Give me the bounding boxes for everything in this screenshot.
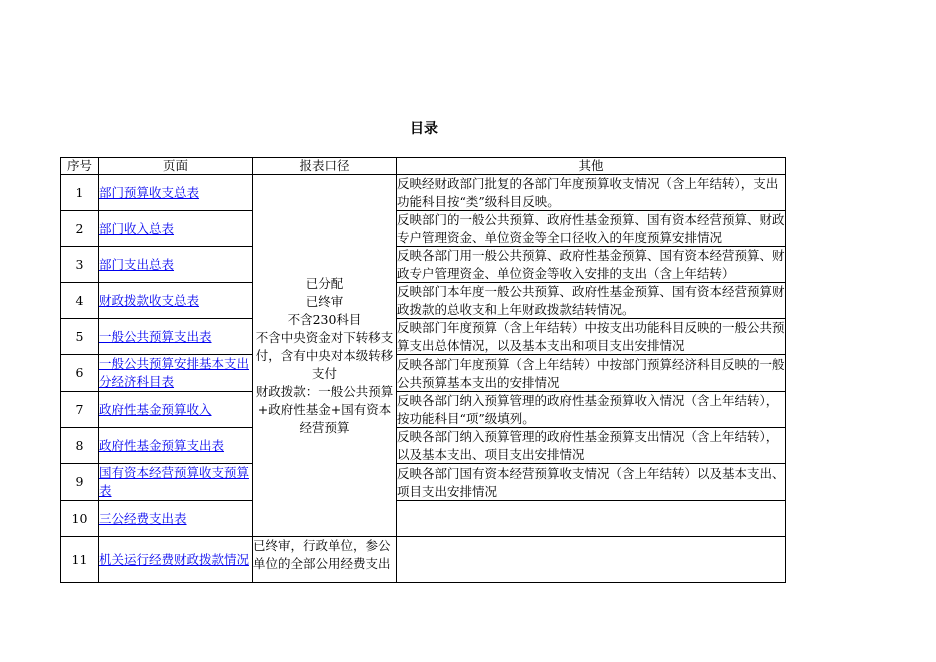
row-number: 11 [61,537,99,583]
row-other-cell [397,501,786,537]
scope-row11-text: 已终审，行政单位，参公单位的全部公用经费支出 [253,538,391,571]
table-row [61,175,786,211]
page-link[interactable]: 机关运行经费财政拨款情况 [99,551,250,567]
table-row [61,537,786,583]
row-number: 2 [61,211,99,247]
row-other-cell [397,247,786,283]
row-page-cell [99,464,253,501]
row-page-cell [99,537,253,583]
header-no: 序号 [61,158,99,175]
row-description: 反映各部门用一般公共预算、政府性基金预算、国有资本经营预算、财政专户管理资金、单位资金等收入安排的支出（含上年结转） [397,248,785,281]
row-description: 反映各部门纳入预算管理的政府性基金预算支出情况（含上年结转），以及基本支出、项目支出安排情况 [397,429,779,462]
page-link[interactable]: 部门支出总表 [99,256,175,272]
scope-line: 不含中央资金对下转移支付，含有中央对本级转移支付 [255,329,394,381]
row-other-cell [397,537,786,583]
row-description: 反映部门年度预算（含上年结转）中按支出功能科目反映的一般公共预算支出总体情况，以及基本支出和项目支出安排情况 [397,320,785,353]
table-row [61,428,786,464]
table-row [61,392,786,428]
page-link[interactable]: 政府性基金预算收入 [99,401,212,417]
table-row [61,247,786,283]
row-other-cell [397,428,786,464]
scope-line: 不含230科目 [287,311,362,327]
row-number: 1 [61,175,99,211]
page-link[interactable]: 财政拨款收支总表 [99,292,200,308]
row-number: 9 [61,464,99,501]
page-title: 目录 [410,121,438,137]
row-other-cell [397,392,786,428]
table-row [61,211,786,247]
scope-line: 已终审 [305,293,344,309]
row-description: 反映各部门年度预算（含上年结转）中按部门预算经济科目反映的一般公共预算基本支出的安排情况 [397,356,785,390]
toc-table [60,157,786,583]
row-page-cell [99,211,253,247]
page-link[interactable]: 部门预算收支总表 [99,184,200,200]
row-number: 10 [61,501,99,537]
row-description [397,542,785,577]
table-row [61,319,786,355]
row-page-cell [99,175,253,211]
page-link[interactable]: 三公经费支出表 [99,510,187,526]
table-row [61,501,786,537]
table-row [61,355,786,392]
scope-line: 财政拨款：一般公共预算+政府性基金+国有资本经营预算 [255,383,394,435]
row-number: 3 [61,247,99,283]
row-other-cell [397,319,786,355]
row-page-cell [99,247,253,283]
row-page-cell [99,319,253,355]
header-page: 页面 [99,158,253,175]
row-other-cell [397,175,786,211]
row-number: 8 [61,428,99,464]
page-link[interactable]: 政府性基金预算支出表 [99,437,225,453]
row-number: 7 [61,392,99,428]
row-other-cell [397,464,786,501]
row-page-cell [99,428,253,464]
row-description: 反映经财政部门批复的各部门年度预算收支情况（含上年结转），支出功能科目按“类”级科目反映。 [397,176,779,209]
page-link[interactable]: 部门收入总表 [99,220,175,236]
row-description [397,501,785,536]
table-row [61,464,786,501]
row-description: 反映部门的一般公共预算、政府性基金预算、国有资本经营预算、财政专户管理资金、单位资金等全口径收入的年度预算安排情况 [397,212,785,245]
row-description: 反映部门本年度一般公共预算、政府性基金预算、国有资本经营预算财政拨款的总收支和上年财政拨款结转情况。 [397,284,785,317]
header-scope: 报表口径 [253,158,397,175]
header-other: 其他 [397,158,786,175]
row-other-cell [397,211,786,247]
row-other-cell [397,283,786,319]
row-page-cell [99,355,253,392]
scope-main-cell [253,175,397,537]
row-description: 反映各部门国有资本经营预算收支情况（含上年结转）以及基本支出、项目支出安排情况 [397,465,785,499]
page-link[interactable]: 国有资本经营预算收支预算表 [99,465,250,498]
row-page-cell [99,501,253,537]
row-number: 6 [61,355,99,392]
row-number: 5 [61,319,99,355]
row-description: 反映各部门纳入预算管理的政府性基金预算收入情况（含上年结转），按功能科目“项”级填列。 [397,393,779,426]
row-page-cell [99,392,253,428]
page-link[interactable]: 一般公共预算支出表 [99,328,212,344]
scope-row11-cell [253,537,397,583]
row-number: 4 [61,283,99,319]
scope-line: 已分配 [305,275,344,291]
table-header-row [61,158,786,175]
row-other-cell [397,355,786,392]
row-page-cell [99,283,253,319]
page-link[interactable]: 一般公共预算安排基本支出分经济科目表 [99,356,250,389]
table-row [61,283,786,319]
